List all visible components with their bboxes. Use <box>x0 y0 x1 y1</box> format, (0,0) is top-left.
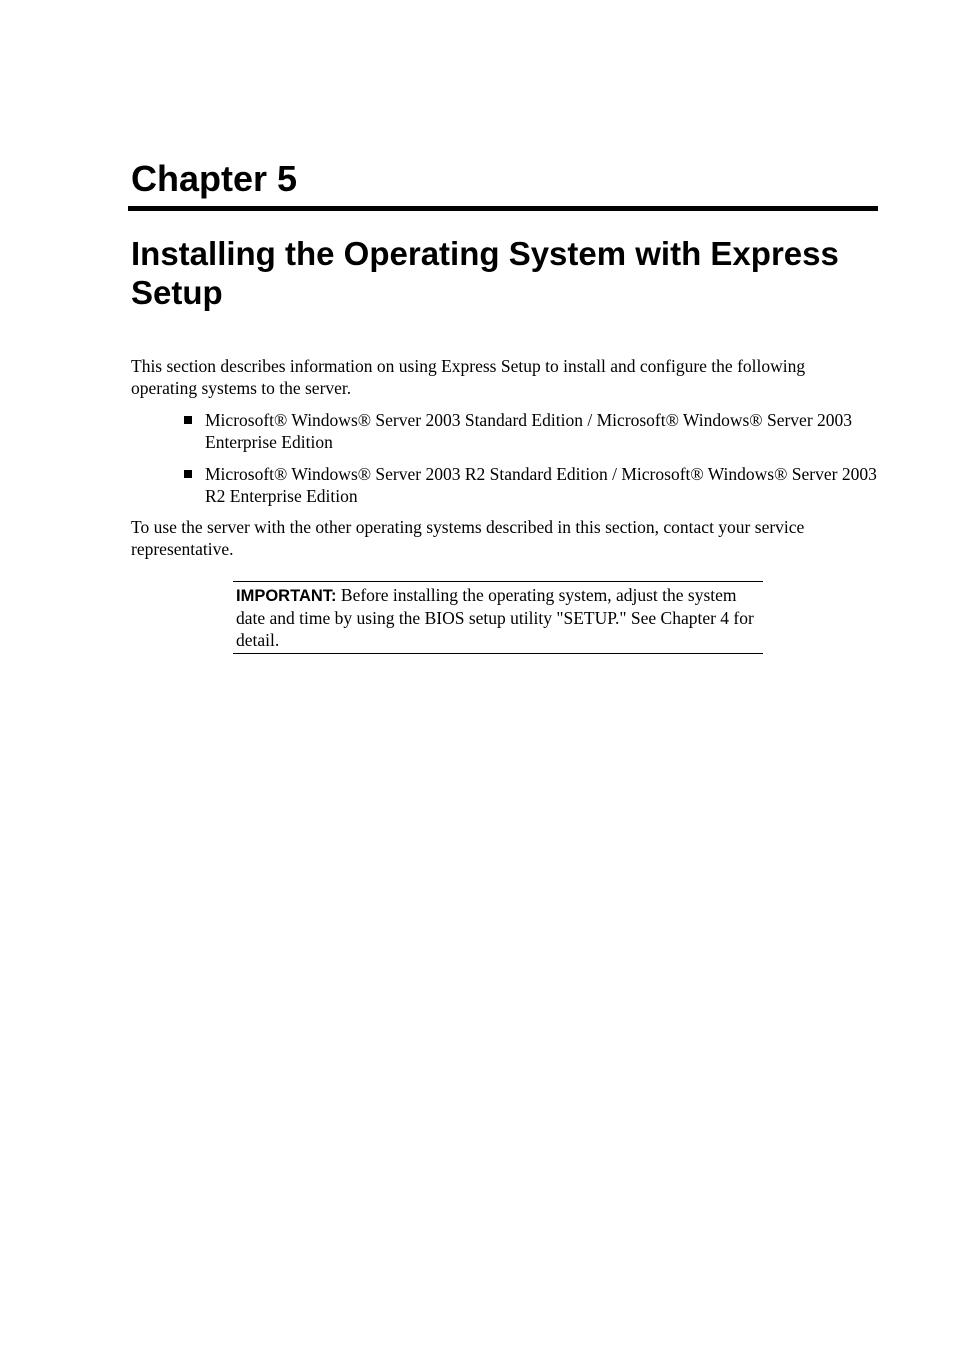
list-item-text: Microsoft® Windows® Server 2003 Standard Edition / Microsoft® Windows® Server 2003 Enterprise Edition <box>205 410 853 452</box>
important-text: Before installing the operating system, adjust the system date and time by using the BIOS setup utility "SETUP." See Chapter 4 for detail. <box>236 585 754 650</box>
chapter-label: Chapter 5 <box>131 158 298 199</box>
list-item <box>183 409 883 453</box>
square-bullet-icon <box>184 416 192 424</box>
intro-paragraph: This section describes information on using Express Setup to install and configure the following operating systems to the server. <box>131 356 806 398</box>
os-list <box>183 409 883 517</box>
important-label: IMPORTANT: <box>236 587 337 605</box>
chapter-title: Installing the Operating System with Express Setup <box>131 235 839 311</box>
list-item-text: Microsoft® Windows® Server 2003 R2 Standard Edition / Microsoft® Windows® Server 2003 R2 Enterprise Edition <box>205 464 877 506</box>
chapter-divider <box>128 206 878 211</box>
list-item <box>183 463 883 507</box>
square-bullet-icon <box>184 470 192 478</box>
important-note <box>233 581 763 654</box>
outro-paragraph: To use the server with the other operating systems described in this section, contact your service representative. <box>131 517 805 559</box>
